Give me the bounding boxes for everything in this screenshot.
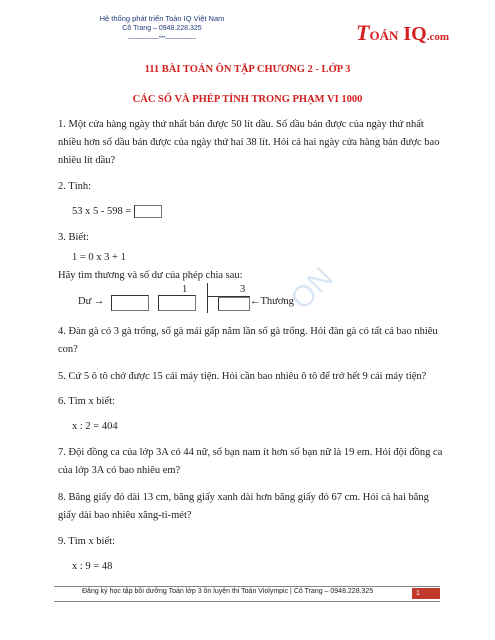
header-block [92, 14, 232, 44]
question-5: 5. Cứ 5 ô tô chở được 15 cái máy tiện. Hỏi cần bao nhiêu ô tô để trở hết 9 cái máy tiện? [58, 371, 427, 382]
question-3: 3. Biết: [58, 232, 89, 243]
question-9-expression: x : 9 = 48 [72, 561, 113, 572]
answer-box[interactable] [134, 205, 162, 218]
question-9: 9. Tìm x biết: [58, 536, 115, 547]
work-box[interactable] [158, 295, 196, 311]
question-3-prompt: Hãy tìm thương và số dư của phép chia sau: [58, 270, 243, 281]
document-subtitle: CÁC SỐ VÀ PHÉP TÍNH TRONG PHẠM VI 1000 [132, 94, 363, 105]
page-footer [54, 586, 440, 602]
toaniq-logo [356, 20, 449, 46]
question-4: 4. Đàn gà có 3 gà trống, số gà mái gấp năm lần số gà trống. Hỏi đàn gà có tất cả bao nhiêu con? [58, 326, 438, 355]
remainder-box[interactable] [111, 295, 149, 311]
division-vertical-line [207, 283, 208, 313]
question-1: 1. Một cửa hàng ngày thứ nhất bán được 50 lít dầu. Số dầu bán được của ngày thứ nhất nhiều hơn số dầu bán được của ngày thứ hai 38 lít. Hỏi cả hai ngày cửa hàng bán được bao nhiêu lít dầu? [58, 119, 440, 166]
question-3-expression: 1 = 0 x 3 + 1 [72, 252, 126, 263]
footer-text: Đăng ký học tập bồi dưỡng Toán lớp 3 ôn luyện thi Toán Violympic | Cô Trang – 0948.228.325 [82, 588, 374, 595]
question-2: 2. Tính: [58, 181, 92, 192]
page-number: 1 [412, 588, 440, 599]
dividend-number: 1 [182, 284, 188, 295]
quotient-box[interactable] [218, 297, 250, 311]
divisor-number: 3 [240, 284, 246, 295]
logo-com: .com [426, 31, 449, 43]
logo-oan: OÁN [369, 28, 399, 43]
remainder-label: Dư → [78, 296, 105, 307]
quotient-label: ←Thương [250, 296, 294, 307]
header-org: Hệ thống phát triển Toán IQ Việt Nam [99, 14, 225, 23]
division-diagram [58, 283, 358, 319]
question-7: 7. Đội đồng ca của lớp 3A có 44 nữ, số bạn nam ít hơn số bạn nữ là 19 em. Hỏi đội đồng ca của lớp 3A có bao nhiêu em? [58, 447, 443, 476]
header-contact: Cô Trang – 0948.228.325 [122, 25, 202, 32]
document-title: 111 BÀI TOÁN ÔN TẬP CHƯƠNG 2 - LỚP 3 [144, 64, 351, 75]
watermark: ON [284, 261, 340, 317]
question-2-expression [72, 203, 457, 221]
question-6: 6. Tìm x biết: [58, 396, 115, 407]
logo-t: T [356, 20, 370, 45]
question-6-expression: x : 2 = 404 [72, 421, 118, 432]
q2-expr-text: 53 x 5 - 598 = [72, 206, 132, 217]
logo-iq: IQ [398, 23, 427, 45]
header-divider: -----------------***----------------- [128, 36, 196, 42]
question-8: 8. Băng giấy đỏ dài 13 cm, băng giấy xanh dài hơn băng giấy đỏ 67 cm. Hỏi cả hai băng giấy dài bao nhiêu xăng-ti-mét? [58, 492, 429, 521]
